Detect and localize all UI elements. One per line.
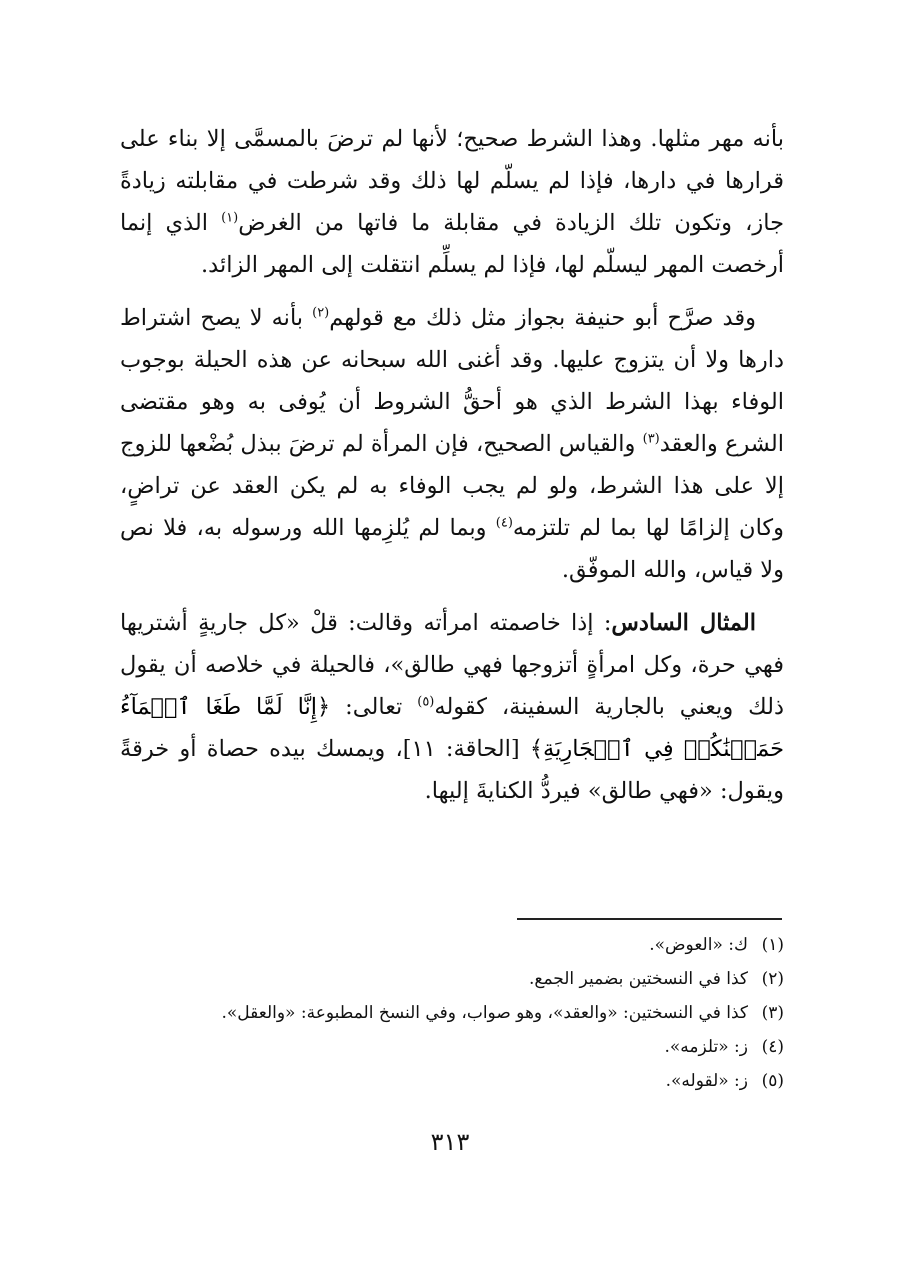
paragraph-text: [الحاقة: ١١]، ويمسك بيده حصاة أو خرقةً ويقول: «فهي طالق» فيردُّ الكنايةَ إليها.: [120, 736, 784, 804]
footnote-item: [120, 928, 784, 962]
paragraph-text: وقد صرَّح أبو حنيفة بجواز مثل ذلك مع قولهم: [329, 305, 756, 331]
footnote-text: كذا في النسختين بضمير الجمع.: [529, 969, 748, 989]
footnote-text: ز: «تلزمه».: [664, 1037, 748, 1057]
paragraph-2: [120, 297, 784, 591]
footnote-ref-2: (٢): [312, 305, 330, 321]
paragraph-text: الذي إنما أرخصت المهر ليسلّم لها، فإذا لم يسلِّم انتقلت إلى المهر الزائد.: [120, 210, 784, 278]
paragraph-text: : إذا خاصمته امرأته وقالت: قلْ «كل جاريةٍ أشتريها فهي حرة، وكل امرأةٍ أتزوجها فهي طالق»، فالحيلة في خلاصه أن يقول ذلك ويعني بالجارية السفينة، كقوله: [120, 610, 785, 720]
footnote-ref-1: (١): [221, 210, 239, 226]
footnote-text: ز: «لقوله».: [665, 1071, 748, 1091]
main-text: [120, 118, 784, 823]
footnote-number: (٤): [761, 1037, 784, 1057]
footnote-divider: [517, 918, 782, 920]
paragraph-text: والقياس الصحيح، فإن المرأة لم ترضَ ببذل بُضْعها للزوج إلا على هذا الشرط، ولو لم يجب الوفاء به لم يكن العقد عن تراضٍ، وكان إلزامًا لها بما لم تلتزمه: [120, 431, 785, 541]
footnote-text: ك: «العوض».: [649, 935, 748, 955]
paragraph-3: [120, 602, 784, 812]
footnote-number: (١): [761, 935, 784, 955]
page-number: ٣١٣: [430, 1128, 470, 1156]
footnote-number: (٢): [761, 969, 784, 989]
footnote-number: (٥): [761, 1071, 784, 1091]
paragraph-1: [120, 118, 784, 286]
footnote-item: [120, 962, 784, 996]
footnote-item: [120, 1030, 784, 1064]
footnotes: [120, 928, 784, 1098]
footnote-text: كذا في النسختين: «والعقد»، وهو صواب، وفي النسخ المطبوعة: «والعقل».: [221, 1003, 748, 1023]
paragraph-text: وبما لم يُلزِمها الله ورسوله به، فلا نص ولا قياس، والله الموفّق.: [120, 515, 784, 583]
paragraph-text: بأنه مهر مثلها. وهذا الشرط صحيح؛ لأنها لم ترضَ بالمسمَّى إلا بناء على قرارها في دارها، فإذا لم يسلّم لها ذلك وقد شرطت في مقابلته زيادةً جاز، وتكون تلك الزيادة في مقابلة ما فاتها من الغرض: [120, 126, 784, 236]
footnote-number: (٣): [761, 1003, 784, 1023]
footnote-item: [120, 1064, 784, 1098]
footnote-ref-3: (٣): [642, 431, 660, 447]
paragraph-text: تعالى:: [330, 694, 418, 720]
paragraph-text: بأنه لا يصح اشتراط دارها ولا أن يتزوج عليها. وقد أغنى الله سبحانه عن هذه الحيلة بوجوب الوفاء بهذا الشرط الذي هو أحقُّ الشروط أن يُوفى به وهو مقتضى الشرع والعقد: [120, 305, 784, 457]
quran-verse: ﴿إِنَّا لَمَّا طَغَا ٱلۡمَآءُ حَمَلۡنَٰكُمۡ فِي ٱلۡجَارِيَةِ﴾: [120, 694, 784, 762]
footnote-item: [120, 996, 784, 1030]
section-heading: المثال السادس: [611, 610, 756, 636]
footnote-ref-4: (٤): [495, 515, 513, 531]
footnote-ref-5: (٥): [417, 694, 435, 710]
